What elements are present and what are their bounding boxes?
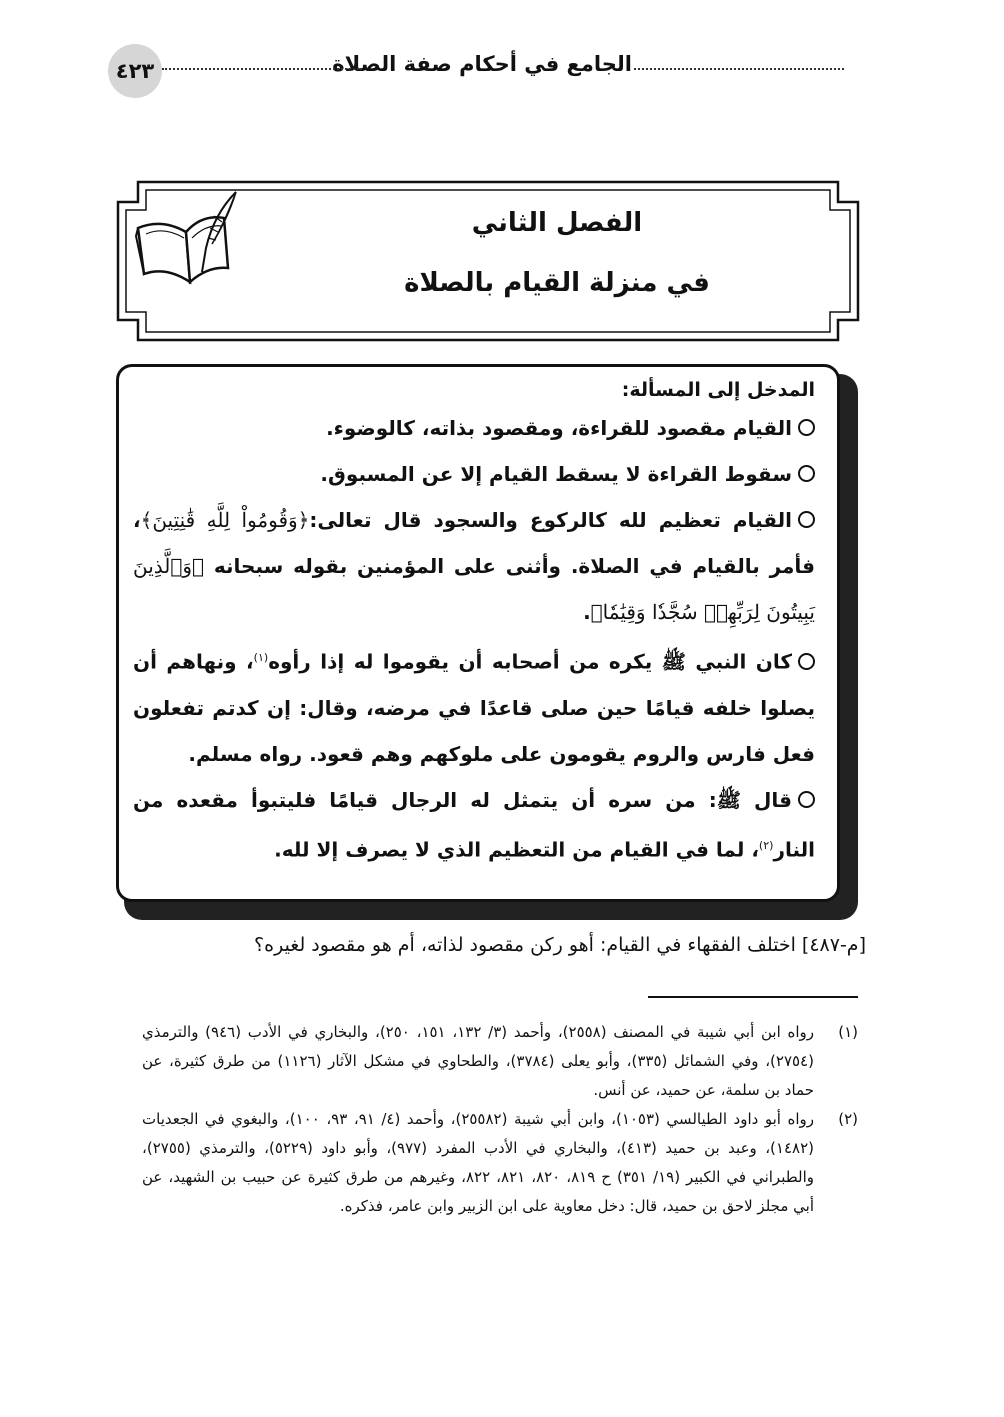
intro-point-4-text-a: كان النبي ﷺ يكره من أصحابه أن يقوموا له إذا رأوه bbox=[268, 649, 793, 674]
page-number: ٤٢٣ bbox=[115, 59, 155, 83]
footnote-1-text: رواه ابن أبي شيبة في المصنف (٢٥٥٨)، وأحمد (٣/ ١٣٢، ١٥١، ٢٥٠)، والبخاري في الأدب (٩٤٦) والترمذي (٢٧٥٤)، وفي الشمائل (٣٣٥)، وأبو يعلى (٣٧٨٤)، والطحاوي في مشكل الآثار (١١٢٦) من طرق كثيرة، عن حماد بن سلمة، عن حميد، عن أنس. bbox=[142, 1023, 815, 1099]
header-dotted-line-left bbox=[162, 68, 362, 70]
footnote-1-number: (١) bbox=[838, 1023, 858, 1041]
book-and-quill-icon bbox=[132, 188, 242, 286]
intro-point-2 bbox=[133, 451, 815, 497]
intro-point-2-text: سقوط القراءة لا يسقط القيام إلا عن المسبوق. bbox=[320, 462, 792, 486]
intro-point-3-end: . bbox=[583, 600, 591, 624]
footnote-2-text: رواه أبو داود الطيالسي (١٠٥٣)، وابن أبي شيبة (٢٥٥٨٢)، وأحمد (٤/ ٩١، ٩٣، ١٠٠)، والبغوي في الجعديات (١٤٨٢)، وعبد بن حميد (٤١٣)، والبخاري في الأدب المفرد (٩٧٧)، وأبو داود (٥٢٢٩)، والترمذي (٢٧٥٥)، والطبراني في الكبير (١٩/ ٣٥١) ح ٨١٩، ٨٢٠، ٨٢١، ٨٢٢، وغيرهم من طرق كثيرة عن حبيب بن الشهيد، عن أبي مجلز لاحق بن حميد، قال: دخل معاوية على ابن الزبير وابن عامر، فذكره. bbox=[142, 1110, 815, 1215]
intro-point-1 bbox=[133, 405, 815, 451]
circle-bullet-icon bbox=[798, 419, 815, 436]
circle-bullet-icon bbox=[798, 465, 815, 482]
quran-verse-1: ﴿وَقُومُواْ لِلَّهِ قَٰنِتِينَ﴾ bbox=[140, 508, 310, 532]
footnote-ref-2[interactable]: (٢) bbox=[758, 838, 774, 852]
intro-point-5-text-a: قال ﷺ: من سره أن يتمثل له الرجال قيامًا فليتبوأ مقعده من النار bbox=[133, 787, 815, 862]
circle-bullet-icon bbox=[798, 791, 815, 808]
intro-box bbox=[116, 364, 840, 902]
intro-point-3-text-a: القيام تعظيم لله كالركوع والسجود قال تعالى: bbox=[309, 508, 792, 532]
issue-statement: [م-٤٨٧] اختلف الفقهاء في القيام: أهو ركن مقصود لذاته، أم هو مقصود لغيره؟ bbox=[254, 934, 866, 956]
circle-bullet-icon bbox=[798, 511, 815, 528]
intro-point-4-text-b: ، ونهاهم أن يصلوا خلفه قيامًا حين صلى قاعدًا في مرضه، وقال: إن كدتم تفعلون فعل فارس والروم يقومون على ملوكهم وهم قعود. رواه مسلم. bbox=[133, 649, 815, 766]
intro-point-5 bbox=[133, 777, 815, 873]
chapter-title: الفصل الثاني bbox=[471, 208, 643, 238]
footnotes bbox=[142, 1018, 858, 1221]
intro-point-1-text: القيام مقصود للقراءة، ومقصود بذاته، كالوضوء. bbox=[326, 416, 792, 440]
intro-point-3-text-b: ، فأمر بالقيام في الصلاة. وأثنى على المؤمنين بقوله سبحانه bbox=[133, 508, 815, 578]
footnote-separator bbox=[648, 996, 858, 998]
intro-heading: المدخل إلى المسألة: bbox=[621, 379, 815, 401]
chapter-subtitle: في منزلة القيام بالصلاة bbox=[404, 268, 710, 298]
footnote-2 bbox=[142, 1105, 858, 1221]
footnote-ref-1[interactable]: (١) bbox=[253, 651, 269, 664]
footnote-1 bbox=[142, 1018, 858, 1105]
intro-point-4 bbox=[133, 635, 815, 777]
intro-point-3 bbox=[133, 497, 815, 635]
intro-point-5-text-b: ، لما في القيام من التعظيم الذي لا يصرف إلا لله. bbox=[274, 837, 759, 862]
quran-verse-2: ﴿وَٱلَّذِينَ يَبِيتُونَ لِرَبِّهِمۡ سُجَّدٗا وَقِيَٰمٗا﴾ bbox=[133, 554, 815, 624]
page-number-badge bbox=[108, 44, 162, 98]
circle-bullet-icon bbox=[798, 653, 815, 670]
header-dotted-line-right bbox=[634, 68, 844, 70]
footnote-2-number: (٢) bbox=[838, 1110, 858, 1128]
running-title: الجامع في أحكام صفة الصلاة bbox=[332, 52, 632, 76]
